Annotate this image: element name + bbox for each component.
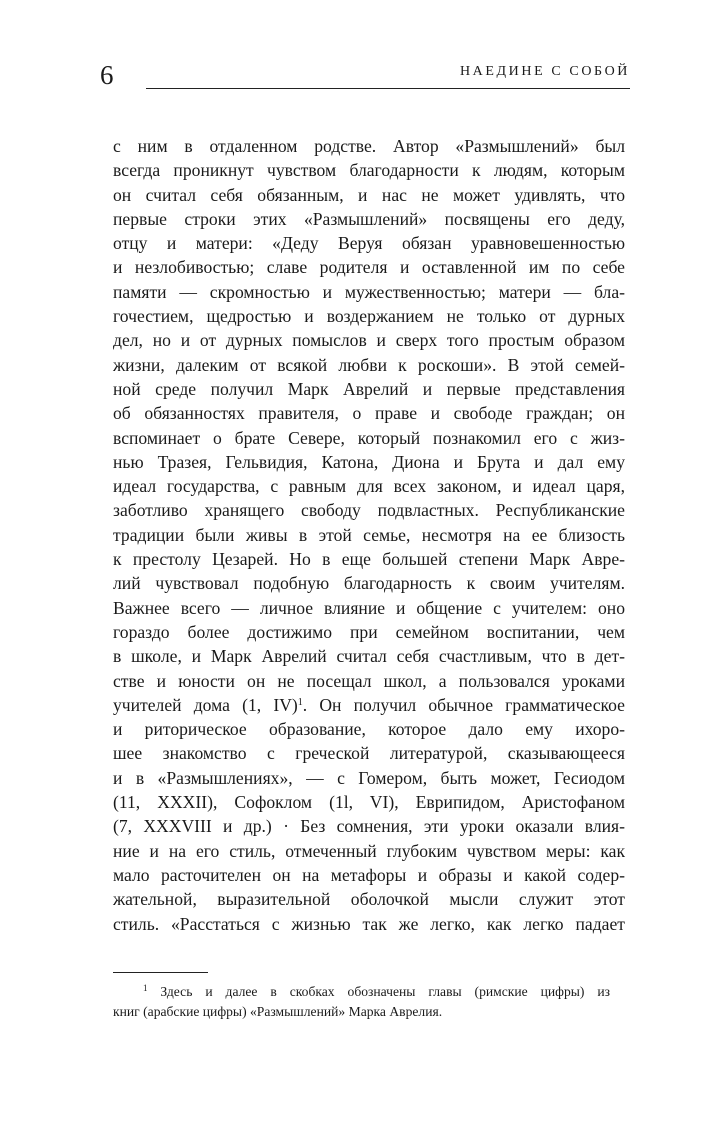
text-line: гораздо более достижимо при семейном воспитании, чем <box>113 621 625 642</box>
text-fragment: учителей дома (1, IV) <box>113 694 298 715</box>
text-line: жизни, далеким от всякой любви к роскоши». В этой семей- <box>113 354 625 375</box>
text-line: в школе, и Марк Аврелий считал себя счастливым, что в дет- <box>113 646 625 667</box>
page-number: 6 <box>100 60 114 90</box>
header-rule <box>146 88 630 89</box>
main-text <box>113 134 625 936</box>
footnote-reference[interactable]: 1 <box>297 696 303 708</box>
text-line: (11, XXXII), Софоклом (1l, VI), Еврипидом, Аристофаном <box>113 792 625 813</box>
text-line: ние и на его стиль, отмеченный глубоким чувством меры: как <box>113 840 625 861</box>
text-fragment: . Он получил обычное грамматическое <box>302 694 625 715</box>
text-line: всегда проникнут чувством благодарности к людям, которым <box>113 160 625 181</box>
text-line: шее знакомство с греческой литературой, сказывающееся <box>113 743 625 764</box>
text-line: вспоминает о брате Севере, который познакомил его с жиз- <box>113 427 625 448</box>
text-line: идеал государства, с равным для всех законом, и идеал царя, <box>113 476 625 497</box>
text-line: лий чувствовал подобную благодарность к своим учителям. <box>113 573 625 594</box>
text-line: памяти — скромностью и мужественностью; матери — бла- <box>113 281 625 302</box>
text-line: и в «Размышлениях», — с Гомером, быть может, Гесиодом <box>113 767 625 788</box>
footnote-rule <box>113 972 208 973</box>
footnote-line <box>113 982 610 1002</box>
text-line: жательной, выразительной оболочкой мысли служит этот <box>113 889 625 910</box>
text-line: с ним в отдаленном родстве. Автор «Размышлений» был <box>113 136 625 156</box>
text-line: он считал себя обязанным, и нас не может удивлять, что <box>113 184 625 205</box>
text-line: традиции были живы в этой семье, несмотря на ее близость <box>113 524 625 545</box>
text-line: мало расточителен он на метафоры и образы и какой содер- <box>113 864 625 885</box>
text-line: об обязанностях правителя, о праве и свободе граждан; он <box>113 403 625 424</box>
text-line: к престолу Цезарей. Но в еще большей степени Марк Авре- <box>113 549 625 570</box>
text-line: и риторическое образование, которое дало ему ихоро- <box>113 719 625 740</box>
text-line: (7, XXXVIII и др.) · Без сомнения, эти уроки оказали влия- <box>113 816 625 837</box>
text-line: первые строки этих «Размышлений» посвящены его деду, <box>113 208 625 229</box>
text-line: стиль. «Расстаться с жизнью так же легко, как легко падает <box>113 913 625 934</box>
text-line: нью Тразея, Гельвидия, Катона, Диона и Брута и дал ему <box>113 451 625 472</box>
text-line-with-footnote-ref <box>113 693 625 717</box>
footnote <box>113 982 610 1022</box>
footnote-line: книг (арабские цифры) «Размышлений» Марка Аврелия. <box>113 1004 443 1019</box>
text-line: Важнее всего — личное влияние и общение с учителем: оно <box>113 597 625 618</box>
running-head: НАЕДИНЕ С СОБОЙ <box>459 64 630 79</box>
text-line: и незлобивостью; славе родителя и оставленной им по себе <box>113 257 625 278</box>
text-line: гочестием, щедростью и воздержанием не только от дурных <box>113 306 625 327</box>
text-line: ной среде получил Марк Аврелий и первые представления <box>113 378 625 399</box>
footnote-mark: 1 <box>143 983 148 993</box>
text-line: отцу и матери: «Деду Веруя обязан уравновешенностью <box>113 233 625 254</box>
text-line: дел, но и от дурных помыслов и сверх того простым образом <box>113 330 625 351</box>
text-line: заботливо хранящего свободу подвластных. Республиканские <box>113 500 625 521</box>
text-line: стве и юности он не посещал школ, а пользовался уроками <box>113 670 625 691</box>
footnote-text: Здесь и далее в скобках обозначены главы (римские цифры) из <box>160 984 610 999</box>
